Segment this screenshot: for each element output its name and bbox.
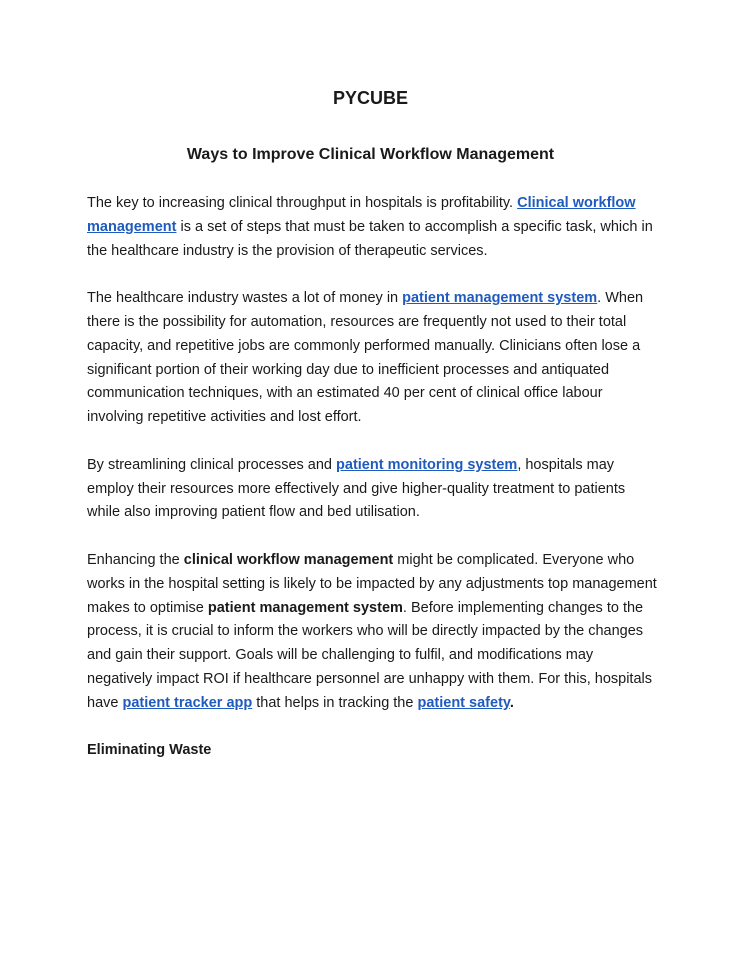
- section-heading-eliminating-waste: Eliminating Waste: [87, 742, 212, 759]
- paragraph-text: . When there is the possibility for automation, resources are frequently not used to their total capacity, and repetitive jobs are commonly performed manually. Clinicians often lose a significant portion of their working day due to inefficient processes and antiquated communication techniques, with an estimated 40 per cent of clinical office labour involving repetitive activities and lost effort.: [87, 290, 644, 426]
- document-title: Ways to Improve Clinical Workflow Management: [186, 146, 555, 163]
- paragraph-text: Enhancing the: [87, 551, 184, 568]
- clinical-workflow-management-link[interactable]: Clinical workflow management: [87, 195, 636, 235]
- patient-management-system-link[interactable]: patient management system: [402, 290, 598, 307]
- paragraph-text: is a set of steps that must be taken to accomplish a specific task, which in the healthcare industry is the provision of therapeutic services.: [87, 218, 653, 259]
- paragraph-text: By streamlining clinical processes and: [87, 456, 337, 473]
- paragraph-enhancing: [87, 549, 657, 716]
- paragraph-text: that helps in tracking the: [252, 694, 418, 711]
- document-body: [87, 192, 657, 763]
- patient-safety-link[interactable]: patient safety: [417, 694, 510, 711]
- bold-phrase: clinical workflow management: [183, 551, 394, 568]
- paragraph-text: The healthcare industry wastes a lot of money in: [87, 290, 403, 307]
- paragraph-end-period: .: [509, 694, 514, 711]
- patient-tracker-app-link[interactable]: patient tracker app: [122, 694, 253, 711]
- brand-heading: PYCUBE: [332, 88, 408, 108]
- paragraph-text: The key to increasing clinical throughput in hospitals is profitability.: [87, 195, 518, 211]
- paragraph-text: , hospitals may employ their resources more effectively and give higher-quality treatment to patients while also improving patient flow and bed utilisation.: [87, 456, 626, 521]
- paragraph-intro: [87, 192, 657, 263]
- patient-monitoring-system-link[interactable]: patient monitoring system: [336, 456, 518, 473]
- paragraph-text: . Before implementing changes to the process, it is crucial to inform the workers who will be directly impacted by the changes and gain their support. Goals will be challenging to fulfil, and modifications may negatively impact ROI if healthcare personnel are unhappy with them. For this, hospitals have: [87, 599, 652, 711]
- paragraph-text: might be complicated. Everyone who works in the hospital setting is likely to be impacted by any adjustments top management makes to optimise: [87, 551, 657, 616]
- bold-phrase: patient management system: [207, 599, 403, 616]
- paragraph-streamlining: [87, 454, 657, 525]
- paragraph-waste: [87, 287, 657, 430]
